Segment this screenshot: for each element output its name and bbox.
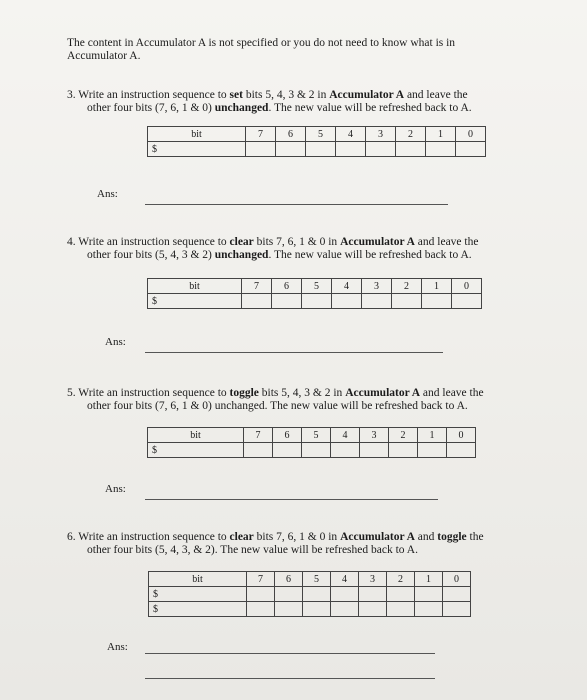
bit-cell-4: 4 [332,279,362,294]
keyword-accumulator: Accumulator A [329,89,405,101]
bit-cell-6: 6 [276,127,306,142]
hex-prefix: $ [148,294,242,309]
value-cell[interactable] [366,142,396,157]
bit-cell-7: 7 [247,572,275,587]
hex-prefix: $ [148,443,244,458]
keyword-accumulator: Accumulator A [340,236,415,248]
text-run: and leave the [420,387,484,399]
keyword-toggle: toggle [229,387,259,399]
question-4-line-2 [67,249,547,262]
text-run: Write an instruction sequence to [78,531,230,543]
bit-cell-0: 0 [443,572,471,587]
bit-cell-6: 6 [275,572,303,587]
bit-cell-2: 2 [387,572,415,587]
text-run: other four bits (7, 6, 1 & 0) unchanged. The new value will be refreshed back to A. [87,400,468,412]
bit-label: bit [148,279,242,294]
keyword-accumulator: Accumulator A [340,531,415,543]
bit-header-row [149,572,471,587]
bit-cell-4: 4 [331,428,360,443]
value-cell[interactable] [336,142,366,157]
text-run: and [414,531,438,543]
answer-line-q6-2[interactable] [145,678,435,679]
question-number: 3. [67,89,76,101]
intro-line-2: Accumulator A. [67,50,141,62]
bit-label: bit [149,572,247,587]
value-cell[interactable] [302,443,331,458]
answer-line-q5[interactable] [145,499,438,500]
bit-cell-5: 5 [302,279,332,294]
value-cell[interactable] [443,602,471,617]
keyword-set: set [229,89,243,101]
bit-cell-4: 4 [331,572,359,587]
answer-label-q5: Ans: [105,483,126,495]
value-row [148,142,486,157]
answer-line-q4[interactable] [145,352,443,353]
value-cell[interactable] [447,443,476,458]
text-run: bits 7, 6, 1 & 0 in [253,236,341,248]
value-cell[interactable] [359,602,387,617]
question-5 [67,387,547,413]
value-cell[interactable] [247,602,275,617]
value-cell[interactable] [415,587,443,602]
bit-cell-5: 5 [302,428,331,443]
bit-cell-7: 7 [242,279,272,294]
bit-cell-6: 6 [272,279,302,294]
keyword-clear: clear [229,531,254,543]
hex-prefix: $ [149,602,247,617]
value-cell[interactable] [392,294,422,309]
answer-line-q3[interactable] [145,204,448,205]
hex-prefix: $ [149,587,247,602]
keyword-clear: clear [229,236,254,248]
hex-prefix: $ [148,142,246,157]
answer-label-q3: Ans: [97,188,118,200]
value-cell[interactable] [275,602,303,617]
value-cell[interactable] [302,294,332,309]
value-cell[interactable] [273,443,302,458]
question-number: 5. [67,387,76,399]
text-run: other four bits (5, 4, 3 & 2) [87,249,215,261]
bit-cell-1: 1 [426,127,456,142]
bit-table-q4 [147,278,482,309]
value-cell[interactable] [426,142,456,157]
value-cell[interactable] [276,142,306,157]
value-cell[interactable] [415,602,443,617]
bit-cell-6: 6 [273,428,302,443]
value-cell[interactable] [418,443,447,458]
value-cell[interactable] [272,294,302,309]
bit-cell-2: 2 [392,279,422,294]
bit-cell-0: 0 [452,279,482,294]
bit-header-row [148,127,486,142]
value-cell[interactable] [389,443,418,458]
value-row [149,602,471,617]
bit-header-row [148,428,476,443]
bit-cell-3: 3 [360,428,389,443]
value-cell[interactable] [452,294,482,309]
question-4-line-1 [67,236,547,249]
bit-table-q6 [148,571,471,617]
question-6 [67,531,547,557]
intro-text [67,37,537,63]
bit-table-q3 [147,126,486,157]
value-cell[interactable] [303,587,331,602]
bit-table-q5 [147,427,476,458]
text-run: Write an instruction sequence to [78,236,230,248]
text-run: Write an instruction sequence to [78,89,230,101]
bit-cell-0: 0 [447,428,476,443]
question-5-line-1 [67,387,547,400]
bit-cell-3: 3 [362,279,392,294]
value-cell[interactable] [247,587,275,602]
bit-cell-7: 7 [244,428,273,443]
bit-cell-0: 0 [456,127,486,142]
value-cell[interactable] [332,294,362,309]
value-cell[interactable] [360,443,389,458]
bit-cell-3: 3 [359,572,387,587]
bit-header-row [148,279,482,294]
value-cell[interactable] [242,294,272,309]
answer-line-q6-1[interactable] [145,653,435,654]
bit-label: bit [148,127,246,142]
question-6-line-2 [67,544,547,557]
question-6-line-1 [67,531,547,544]
value-cell[interactable] [443,587,471,602]
text-run: other four bits (5, 4, 3, & 2). The new value will be refreshed back to A. [87,544,418,556]
value-cell[interactable] [331,587,359,602]
text-run: other four bits (7, 6, 1 & 0) [87,102,215,114]
value-cell[interactable] [331,602,359,617]
bit-cell-1: 1 [415,572,443,587]
text-run: Write an instruction sequence to [78,387,230,399]
value-cell[interactable] [306,142,336,157]
bit-cell-1: 1 [422,279,452,294]
bit-label: bit [148,428,244,443]
question-number: 6. [67,531,76,543]
text-run: . The new value will be refreshed back to A. [268,102,472,114]
value-cell[interactable] [456,142,486,157]
text-run: bits 7, 6, 1 & 0 in [253,531,341,543]
bit-cell-3: 3 [366,127,396,142]
text-run: and leave the [414,236,479,248]
value-row [148,294,482,309]
value-cell[interactable] [359,587,387,602]
text-run: . The new value will be refreshed back to A. [268,249,472,261]
text-run: the [466,531,484,543]
bit-cell-5: 5 [303,572,331,587]
question-4 [67,236,547,262]
question-3-line-2 [67,102,547,115]
value-cell[interactable] [303,602,331,617]
value-cell[interactable] [244,443,273,458]
bit-cell-1: 1 [418,428,447,443]
value-cell[interactable] [275,587,303,602]
question-3 [67,89,547,115]
bit-cell-7: 7 [246,127,276,142]
intro-line-1: The content in Accumulator A is not specified or you do not need to know what is in [67,37,456,49]
value-cell[interactable] [387,602,415,617]
answer-label-q4: Ans: [105,336,126,348]
text-run: bits 5, 4, 3 & 2 in [258,387,346,399]
keyword-unchanged: unchanged [214,102,269,114]
keyword-unchanged: unchanged [214,249,269,261]
keyword-accumulator: Accumulator A [345,387,421,399]
answer-label-q6: Ans: [107,641,128,653]
bit-cell-5: 5 [306,127,336,142]
value-row [149,587,471,602]
bit-cell-4: 4 [336,127,366,142]
question-3-line-1 [67,89,547,102]
value-cell[interactable] [422,294,452,309]
text-run: and leave the [404,89,468,101]
question-5-line-2 [67,400,547,413]
bit-cell-2: 2 [396,127,426,142]
value-row [148,443,476,458]
question-number: 4. [67,236,76,248]
value-cell[interactable] [387,587,415,602]
value-cell[interactable] [331,443,360,458]
keyword-toggle: toggle [437,531,467,543]
value-cell[interactable] [396,142,426,157]
text-run: bits 5, 4, 3 & 2 in [242,89,330,101]
value-cell[interactable] [362,294,392,309]
value-cell[interactable] [246,142,276,157]
bit-cell-2: 2 [389,428,418,443]
